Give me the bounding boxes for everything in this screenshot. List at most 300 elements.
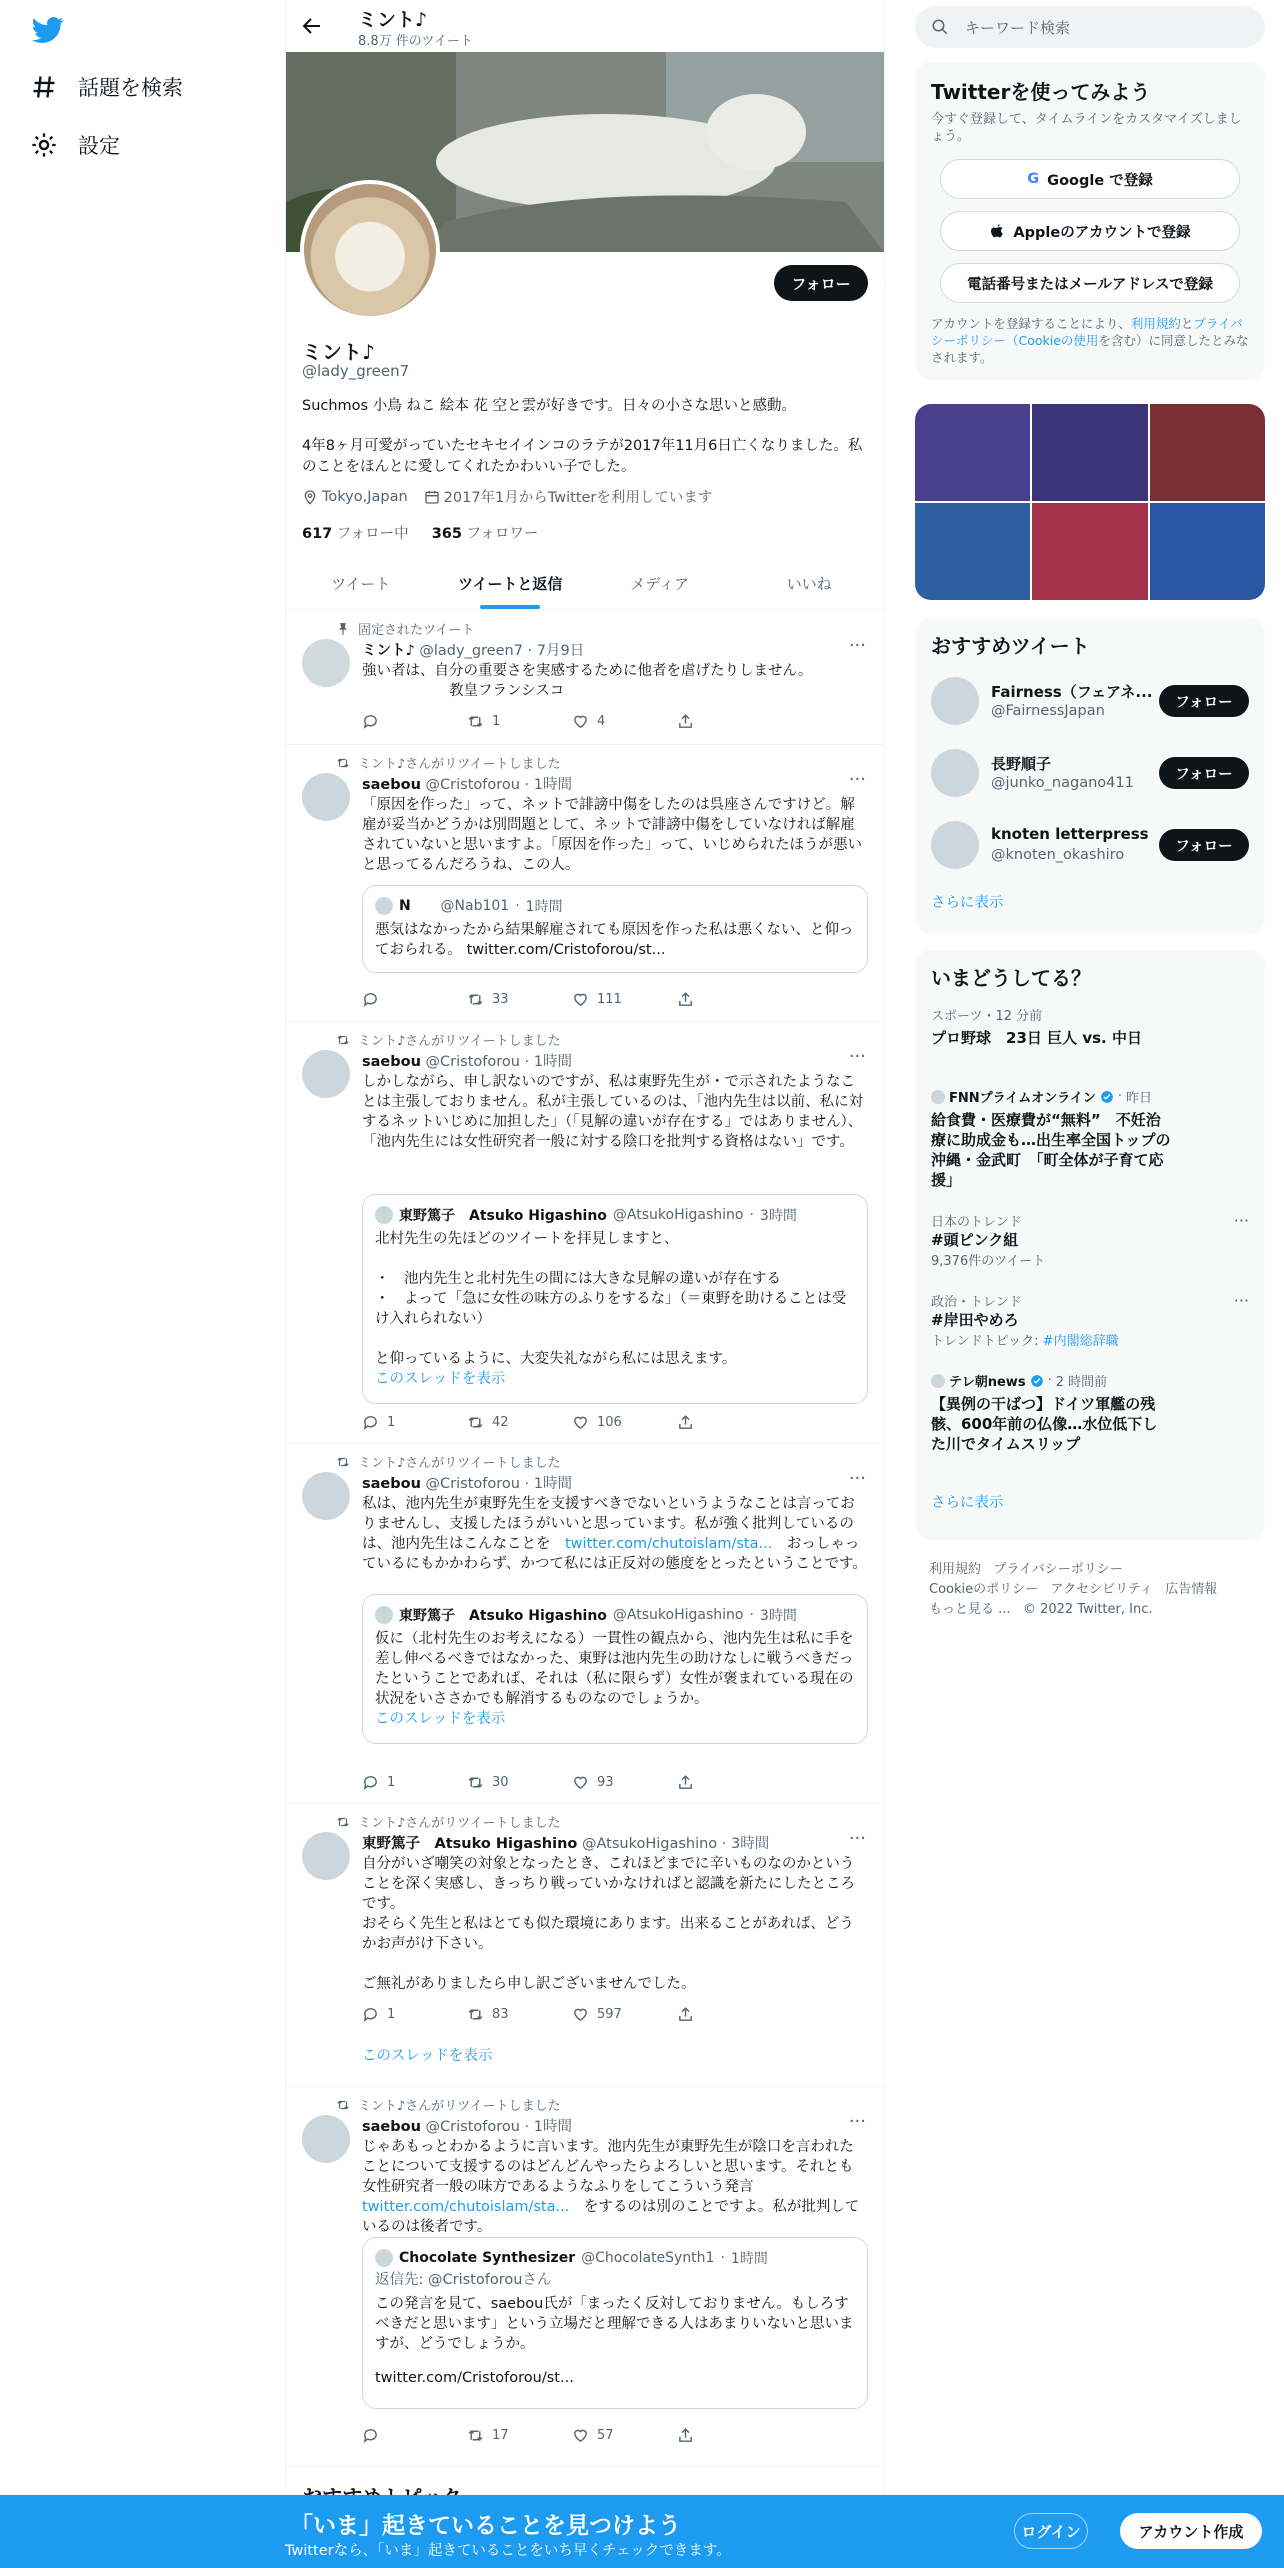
profile-header-bar <box>286 0 884 52</box>
reply-icon <box>362 2006 379 2023</box>
retweet-count: 33 <box>492 992 509 1007</box>
profile-location <box>302 489 408 505</box>
avatar[interactable] <box>931 821 979 869</box>
avatar <box>931 1374 945 1388</box>
tweet-text: 強い者は、自分の重要さを実感するために他者を虐げたりしません。 教皇フランシスコ <box>362 663 813 699</box>
quoted-tweet[interactable] <box>362 885 868 973</box>
reply-icon <box>362 991 379 1008</box>
trend-title: プロ野球 23日 巨人 vs. 中日 <box>931 1029 1142 1047</box>
tweet-text: 自分がいざ嘲笑の対象となったとき、これほどまでに辛いものなのかということを深く実感し、きっちり戦っていかなければと認識を新たにしたところです。 おそらく先生と私はとても似た環境にあります。出来ることがあれば、どうかお声がけ下さい。 ご無礼がありましたら申し訳ございませんでした。 <box>362 1856 855 1992</box>
retweet-count: 83 <box>492 2007 509 2022</box>
avatar[interactable] <box>931 677 979 725</box>
avatar <box>375 1206 393 1224</box>
quoted-author-name: 東野篤子 Atsuko Higashino <box>399 1208 607 1224</box>
quoted-time: 3時間 <box>759 1608 797 1624</box>
tweet-time[interactable]: 1時間 <box>533 1476 572 1492</box>
tweet-context-text: ミント♪さんがリツイートしました <box>358 1034 561 1049</box>
trend-source-name: FNNプライムオンライン <box>949 1091 1096 1106</box>
tweet-context <box>336 1812 561 1831</box>
nav-settings-label: 設定 <box>78 134 120 158</box>
trend-item[interactable] <box>915 1087 1265 1211</box>
more-options-icon[interactable]: ··· <box>848 1828 866 1849</box>
trend-category: 日本のトレンド <box>931 1215 1022 1230</box>
following-count: 617 <box>302 526 333 542</box>
tweet-actions <box>362 713 792 730</box>
share-button[interactable] <box>677 2427 782 2444</box>
reply-icon <box>362 2427 379 2444</box>
retweet-count: 1 <box>492 714 501 729</box>
footer-link[interactable]: アクセシビリティ <box>1050 1582 1153 1597</box>
retweet-count: 17 <box>492 2428 509 2443</box>
reply-count: 1 <box>387 2007 396 2022</box>
profile-joined <box>424 486 713 507</box>
trends-card <box>915 950 1265 1540</box>
heart-icon <box>572 1774 589 1791</box>
tweet-author-name[interactable]: 東野篤子 Atsuko Higashino <box>362 1836 578 1852</box>
recommended-title: おすすめツイート <box>931 634 1090 658</box>
avatar[interactable] <box>302 639 350 687</box>
like-button[interactable] <box>572 2006 677 2023</box>
retweet-icon <box>336 756 350 770</box>
trend-time: 昨日 <box>1126 1091 1153 1106</box>
trend-item[interactable] <box>915 1211 1265 1291</box>
tweet-context-text: ミント♪さんがリツイートしました <box>358 1456 561 1471</box>
signup-title: Twitterを使ってみよう <box>931 80 1151 104</box>
retweet-icon <box>467 2006 484 2023</box>
avatar[interactable] <box>302 2115 350 2163</box>
tweet-author-handle[interactable]: @Cristoforou <box>425 777 520 793</box>
retweet-button[interactable] <box>467 1774 572 1791</box>
following-label: フォロー中 <box>336 526 409 542</box>
tweet[interactable] <box>286 745 884 1022</box>
avatar <box>375 1606 393 1624</box>
tweet-actions <box>362 991 792 1008</box>
more-options-icon[interactable]: ··· <box>1233 1211 1249 1230</box>
heart-icon <box>572 713 589 730</box>
hashtag-icon <box>30 73 58 101</box>
quoted-text: この発言を見て、saebou氏が「まったく反対しておりません。もしろすべきだと思います」という立場だと理解できる人はあまりいないと思いますが、どうでしょうか。 <box>375 2296 854 2352</box>
recommended-user[interactable] <box>915 665 1265 737</box>
trend-topic-label: トレンドトピック: <box>931 1334 1043 1349</box>
copyright: © 2022 Twitter, Inc. <box>1022 1602 1153 1617</box>
retweet-icon <box>336 2098 350 2112</box>
retweet-icon <box>336 1033 350 1047</box>
tweet-time[interactable]: 7月9日 <box>536 643 585 659</box>
google-signup-button[interactable] <box>940 159 1240 199</box>
reply-button[interactable] <box>362 1414 467 1431</box>
avatar[interactable] <box>302 773 350 821</box>
like-count: 4 <box>597 714 606 729</box>
more-options-icon[interactable]: ··· <box>1233 1291 1249 1310</box>
recommended-user-handle: @knoten_okashiro <box>991 847 1125 863</box>
retweet-icon <box>467 1774 484 1791</box>
calendar-icon <box>424 489 440 505</box>
followers-label: フォロワー <box>466 526 539 542</box>
tweet-text: 「原因を作った」って、ネットで誹謗中傷をしたのは呉座さんですけど。解雇が妥当かどうかは別問題として、ネットで誹謗中傷をしていなければ解雇されていないと思いますよ。「原因を作った」って、いじめられたほうが悪いと思ってるんだろうね、この人。 <box>362 797 862 873</box>
tweet-time[interactable]: 3時間 <box>731 1836 770 1852</box>
more-options-icon[interactable]: ··· <box>848 635 866 656</box>
retweet-icon <box>467 991 484 1008</box>
quoted-link[interactable]: twitter.com/Cristoforou/st... <box>466 942 666 958</box>
quoted-tweet[interactable] <box>362 1594 868 1744</box>
tweet-context <box>336 753 561 772</box>
legal-text: アカウントを登録することにより、 <box>931 316 1131 331</box>
share-button[interactable] <box>677 991 782 1008</box>
quoted-tweet-header: N @Nab101 · 1時間 <box>375 896 855 916</box>
tweet-actions <box>362 1414 792 1431</box>
recommended-user-name: knoten letterpress <box>991 825 1149 843</box>
quoted-text: 北村先生の先ほどのツイートを拝見しますと、 ・ 池内先生と北村先生の間には大きな見解の違いが存在する ・ よって「急に女性の味方のふりをするな」（＝東野を助けることは受け入れられない） と仰っているように、大変失礼ながら私には思えます。 <box>375 1231 847 1367</box>
tab-likes[interactable]: いいね <box>786 575 832 593</box>
quoted-tweet[interactable] <box>362 1194 868 1404</box>
tab-media[interactable]: メディア <box>630 575 690 593</box>
signup-card <box>915 62 1265 380</box>
bottom-bar-title: 「いま」起きていることを見つけよう <box>290 2513 681 2539</box>
avatar <box>375 897 393 915</box>
profile-follow-counts <box>302 522 538 543</box>
search-placeholder: キーワード検索 <box>965 18 1071 37</box>
quoted-author-name: N <box>399 898 411 914</box>
privacy-link[interactable]: プライバシーポリシー（Cookieの使用 <box>931 316 1243 348</box>
quoted-tweet-header: Chocolate Synthesizer @ChocolateSynth1 · 1時間 <box>375 2248 855 2268</box>
quoted-text <box>375 920 855 960</box>
profile-joined-text: 2017年1月からTwitterを利用しています <box>443 490 713 506</box>
trend-topic <box>931 1330 1249 1349</box>
quoted-link[interactable]: twitter.com/Cristoforou/st... <box>375 2370 574 2386</box>
trend-item[interactable] <box>915 1371 1265 1487</box>
footer-link[interactable]: 広告情報 <box>1165 1582 1218 1597</box>
share-button[interactable] <box>677 1774 782 1791</box>
search-input[interactable] <box>915 6 1265 48</box>
reply-icon <box>362 713 379 730</box>
quoted-reply-to: 返信先: @Cristoforouさん <box>375 2272 552 2288</box>
tweet[interactable] <box>286 1022 884 1444</box>
quoted-time: 1時間 <box>525 899 563 915</box>
show-more-link[interactable]: さらに表示 <box>931 1495 1004 1511</box>
like-count: 93 <box>597 1775 614 1790</box>
retweet-button[interactable] <box>467 991 572 1008</box>
like-button[interactable] <box>572 2427 677 2444</box>
heart-icon <box>572 1414 589 1431</box>
nav-settings[interactable] <box>30 120 120 170</box>
share-icon <box>677 2427 694 2444</box>
reply-button[interactable] <box>362 713 467 730</box>
footer-link[interactable]: Cookieのポリシー <box>929 1582 1039 1597</box>
tweet-time[interactable]: 1時間 <box>533 777 572 793</box>
main-column <box>285 0 885 2568</box>
tweet-author-handle[interactable]: @AtsukoHigashino <box>581 1836 718 1852</box>
tweet-context <box>336 2095 561 2114</box>
like-count: 597 <box>597 2007 622 2022</box>
tweet[interactable] <box>286 1804 884 2087</box>
retweet-count: 42 <box>492 1415 509 1430</box>
phone-email-signup-button[interactable]: 電話番号またはメールアドレスで登録 <box>940 263 1240 303</box>
tweet-text <box>362 2137 868 2237</box>
quoted-time: 1時間 <box>730 2251 768 2267</box>
tweet-context <box>336 1452 561 1471</box>
trend-source-name: テレ朝news <box>949 1375 1026 1390</box>
tweet-context-text: ミント♪さんがリツイートしました <box>358 2099 561 2114</box>
reply-icon <box>362 1774 379 1791</box>
tweet-text-part: 私は、池内先生が東野先生を支援すべきでないというようなことは言っておりませんし、支援したほうがいいと思っています。私が強く批判しているのは、池内先生はこんなことを <box>362 1496 855 1552</box>
tweet-text-part: おっしゃっているにもかかわらず、かつて私には正反対の態度をとったということです。 <box>362 1536 867 1572</box>
google-signup-label: Google で登録 <box>1047 172 1153 189</box>
trend-item[interactable] <box>915 1291 1265 1371</box>
more-options-icon[interactable]: ··· <box>848 1046 866 1067</box>
pin-icon <box>336 622 350 636</box>
left-nav <box>0 0 285 2568</box>
like-count: 57 <box>597 2428 614 2443</box>
footer-more-link[interactable]: もっと見る ... <box>929 1602 1011 1617</box>
recommended-user[interactable] <box>915 809 1265 881</box>
tweet-context <box>336 1030 561 1049</box>
trend-item[interactable] <box>915 1005 1265 1087</box>
reply-icon <box>362 1414 379 1431</box>
apple-signup-label: Appleのアカウントで登録 <box>1013 224 1191 241</box>
share-button[interactable] <box>677 1414 782 1431</box>
tweet-actions <box>362 1774 792 1791</box>
recommended-card <box>915 618 1265 934</box>
retweet-count: 30 <box>492 1775 509 1790</box>
media-thumbnail[interactable] <box>1150 503 1265 600</box>
follow-button[interactable]: フォロー <box>1159 829 1249 861</box>
legal-text: を含む）に同意したとみなされます。 <box>931 333 1249 365</box>
apple-icon <box>989 223 1005 239</box>
followers-link[interactable] <box>432 526 539 542</box>
show-thread-link[interactable]: このスレッドを表示 <box>375 1711 506 1727</box>
tweet-header: ミント♪ @lady_green7 · 7月9日 <box>362 643 585 659</box>
signup-prompt-bar <box>0 2495 1284 2568</box>
avatar <box>375 2249 393 2267</box>
reply-button[interactable] <box>362 2427 467 2444</box>
quoted-tweet-header: 東野篤子 Atsuko Higashino @AtsukoHigashino · 3時間 <box>375 1205 855 1225</box>
like-button[interactable] <box>572 1414 677 1431</box>
footer-link[interactable]: 利用規約 <box>929 1562 982 1577</box>
reply-button[interactable] <box>362 1774 467 1791</box>
share-icon <box>677 1774 694 1791</box>
follow-button[interactable]: フォロー <box>1159 685 1249 717</box>
tweet-author-handle[interactable]: @lady_green7 <box>419 643 523 659</box>
tweet-actions <box>362 2006 792 2023</box>
following-link[interactable] <box>302 526 409 542</box>
tweet-context <box>336 619 474 638</box>
tweet-context-text: 固定されたツイート <box>358 623 475 638</box>
login-button[interactable]: ログイン <box>1014 2513 1088 2549</box>
tweet-text: しかしながら、申し訳ないのですが、私は東野先生が・で示されたようなことは主張しておりません。私が主張しているのは、「池内先生は以前、私に対するネットいじめに加担した」（「見解の違いが存在する」ではありません）、「池内先生には女性研究者一般に対する陰口を批判する資格はない」です。 <box>362 1074 864 1150</box>
profile-name: ミント♪ <box>302 340 375 364</box>
create-account-button[interactable]: アカウント作成 <box>1120 2513 1262 2549</box>
tweet-context-text: ミント♪さんがリツイートしました <box>358 1816 561 1831</box>
tweet[interactable] <box>286 611 884 745</box>
media-thumbnail[interactable] <box>915 503 1030 600</box>
more-options-icon[interactable]: ··· <box>848 1468 866 1489</box>
trend-title: #岸田やめろ <box>931 1311 1019 1329</box>
followers-count: 365 <box>431 526 462 542</box>
profile-avatar[interactable] <box>300 180 440 320</box>
profile-bio-line1: Suchmos 小鳥 ねこ 絵本 花 空と雲が好きです。日々の小さな思いと感動。 <box>302 398 796 414</box>
tweet-header: saebou @Cristoforou · 1時間 <box>362 1476 572 1492</box>
signup-subtitle: 今すぐ登録して、タイムラインをカスタマイズしましょう。 <box>931 112 1242 144</box>
share-icon <box>677 713 694 730</box>
tweet-header: saebou @Cristoforou · 1時間 <box>362 777 572 793</box>
media-grid <box>915 404 1265 600</box>
retweet-button[interactable] <box>467 2427 572 2444</box>
avatar[interactable] <box>302 1472 350 1520</box>
signup-legal <box>931 315 1249 366</box>
tab-tweets[interactable]: ツイート <box>331 575 391 593</box>
retweet-icon <box>336 1815 350 1829</box>
more-options-icon[interactable]: ··· <box>848 2111 866 2132</box>
show-more-link[interactable]: さらに表示 <box>931 895 1004 911</box>
quoted-author-handle: @AtsukoHigashino <box>612 1207 744 1223</box>
quoted-time: 3時間 <box>759 1208 797 1224</box>
retweet-icon <box>336 1455 350 1469</box>
tweet-text <box>362 1494 868 1574</box>
trend-topic-link[interactable]: #内閣総辞職 <box>1042 1334 1119 1349</box>
avatar[interactable] <box>931 749 979 797</box>
retweet-icon <box>467 2427 484 2444</box>
show-thread-link[interactable]: このスレッドを表示 <box>362 2048 493 2064</box>
like-count: 106 <box>597 1415 622 1430</box>
quoted-author-name: Chocolate Synthesizer <box>399 2250 576 2266</box>
recommended-user-handle: @junko_nagano411 <box>991 775 1134 791</box>
like-count: 111 <box>597 992 622 1007</box>
verified-badge-icon <box>1030 1374 1044 1388</box>
recommended-user-handle: @FairnessJapan <box>991 703 1105 719</box>
tweet-author-name[interactable]: saebou <box>362 777 421 793</box>
tweet-author-name[interactable]: saebou <box>362 1054 421 1070</box>
header-tweet-count: 8.8万 件のツイート <box>358 34 473 49</box>
tweet-context-text: ミント♪さんがリツイートしました <box>358 757 561 772</box>
retweet-icon <box>467 713 484 730</box>
recommended-user-name: Fairness（フェアネ... <box>991 683 1153 701</box>
back-arrow-icon[interactable] <box>300 14 324 38</box>
quoted-text: 仮に（北村先生のお考えになる）一貫性の観点から、池内先生は私に手を差し伸べるべきではなかった、東野は池内先生の助けなしに戦うべきだったということであれば、それは（私に限らず）女性が褒まれている現在の状況をいささかでも解消するものなのでしょうか。 <box>375 1631 854 1707</box>
quoted-author-handle: @ChocolateSynth1 <box>581 2250 715 2266</box>
tweet-actions <box>362 2427 792 2444</box>
recommended-user-name: 長野順子 <box>991 755 1052 773</box>
quoted-tweet[interactable] <box>362 2237 868 2409</box>
trend-category: 政治・トレンド <box>931 1295 1022 1310</box>
profile-location-text: Tokyo,Japan <box>322 488 408 505</box>
profile-tabs <box>286 558 884 610</box>
recommended-user[interactable] <box>915 737 1265 809</box>
tweet-text-part: じゃあもっとわかるように言います。池内先生が東野先生が陰口を言われたことについて支援するのはどんどんやったらよろしいと思います。それとも女性研究者一般の味方であるようなふりをしてこういう発言 <box>362 2139 854 2195</box>
reply-button[interactable] <box>362 2006 467 2023</box>
retweet-icon <box>467 1414 484 1431</box>
footer-link[interactable]: プライバシーポリシー <box>993 1562 1123 1577</box>
tab-tweets-and-replies[interactable]: ツイートと返信 <box>436 558 586 609</box>
tweet[interactable] <box>286 1444 884 1804</box>
tweet-time[interactable]: 1時間 <box>533 1054 572 1070</box>
tweet-author-handle[interactable]: @Cristoforou <box>425 1054 520 1070</box>
nav-explore[interactable] <box>30 62 183 112</box>
tweet-author-handle[interactable]: @Cristoforou <box>425 1476 520 1492</box>
tweet-author-name[interactable]: saebou <box>362 1476 421 1492</box>
trend-tweet-count: 9,376件のツイート <box>931 1254 1046 1269</box>
tweet-link[interactable]: twitter.com/chutoislam/sta... <box>362 2199 570 2215</box>
heart-icon <box>572 2427 589 2444</box>
quoted-tweet-header: 東野篤子 Atsuko Higashino @AtsukoHigashino · 3時間 <box>375 1605 855 1625</box>
share-icon <box>677 2006 694 2023</box>
trends-title: いまどうしてる？ <box>931 966 1091 990</box>
reply-count: 1 <box>387 1415 396 1430</box>
tweet-header: saebou @Cristoforou · 1時間 <box>362 1054 572 1070</box>
trend-source: テレ朝news · 2 時間前 <box>931 1371 1249 1390</box>
bottom-bar-subtitle: Twitterなら、「いま」起きていることをいち早くチェックできます。 <box>285 2543 731 2559</box>
like-button[interactable] <box>572 713 677 730</box>
media-thumbnail[interactable] <box>915 404 1030 501</box>
tweet-header: saebou @Cristoforou · 1時間 <box>362 2119 572 2135</box>
retweet-button[interactable] <box>467 2006 572 2023</box>
reply-button[interactable] <box>362 991 467 1008</box>
tweet-header: 東野篤子 Atsuko Higashino @AtsukoHigashino · 3時間 <box>362 1836 770 1852</box>
avatar <box>931 1090 945 1104</box>
tweet-link[interactable]: twitter.com/chutoislam/sta... <box>565 1536 773 1552</box>
follow-button[interactable]: フォロー <box>1159 757 1249 789</box>
apple-signup-button[interactable] <box>940 211 1240 251</box>
google-icon: G <box>1027 171 1040 187</box>
footer <box>929 1560 1249 1620</box>
twitter-logo-icon[interactable] <box>32 14 64 46</box>
nav-explore-label: 話題を検索 <box>78 76 183 100</box>
profile-handle: @lady_green7 <box>302 362 410 380</box>
heart-icon <box>572 2006 589 2023</box>
profile-meta <box>302 486 712 507</box>
like-button[interactable] <box>572 991 677 1008</box>
tweet-text-part: をするのは別のことですよ。私が批判しているのは後者です。 <box>362 2199 860 2235</box>
share-button[interactable] <box>677 713 782 730</box>
like-button[interactable] <box>572 1774 677 1791</box>
tweet-author-name[interactable]: ミント♪ <box>362 643 415 659</box>
quoted-author-handle: @AtsukoHigashino <box>612 1607 744 1623</box>
search-icon <box>931 18 949 36</box>
tweet[interactable] <box>286 2087 884 2467</box>
trend-title: 【異例の干ばつ】ドイツ軍艦の残骸、600年前の仏像…水位低下した川でタイムスリップ <box>931 1395 1158 1453</box>
gear-icon <box>30 131 58 159</box>
profile-bio-line2: 4年8ヶ月可愛がっていたセキセイインコのラテが2017年11月6日亡くなりました。私のことをほんとに愛してくれたかわいい子でした。 <box>302 438 863 475</box>
tweet-feed <box>286 611 884 2507</box>
trend-title: 給食費・医療費が“無料” 不妊治療に助成金も…出生率全国トップの沖縄・金武町 「町全体が子育て応援」 <box>931 1111 1171 1189</box>
retweet-button[interactable] <box>467 713 572 730</box>
media-thumbnail[interactable] <box>1032 503 1147 600</box>
avatar[interactable] <box>302 1832 350 1880</box>
share-button[interactable] <box>677 2006 782 2023</box>
quoted-body: 悪気はなかったから結果解雇されても原因を作った私は悪くない、と仰っておられる。 <box>375 922 854 958</box>
tweet-author-handle[interactable]: @Cristoforou <box>425 2119 520 2135</box>
tweet-time[interactable]: 1時間 <box>533 2119 572 2135</box>
more-options-icon[interactable]: ··· <box>848 769 866 790</box>
share-icon <box>677 991 694 1008</box>
avatar[interactable] <box>302 1050 350 1098</box>
reply-count: 1 <box>387 1775 396 1790</box>
retweet-button[interactable] <box>467 1414 572 1431</box>
media-thumbnail[interactable] <box>1150 404 1265 501</box>
show-thread-link[interactable]: このスレッドを表示 <box>375 1371 506 1387</box>
heart-icon <box>572 991 589 1008</box>
trend-title: #頭ピンク組 <box>931 1231 1019 1249</box>
media-thumbnail[interactable] <box>1032 404 1147 501</box>
share-icon <box>677 1414 694 1431</box>
location-pin-icon <box>302 489 318 505</box>
quoted-author-name: 東野篤子 Atsuko Higashino <box>399 1608 607 1624</box>
trend-category: スポーツ・12 分前 <box>931 1009 1043 1024</box>
trend-time: 2 時間前 <box>1055 1375 1108 1390</box>
terms-link[interactable]: 利用規約 <box>1130 316 1181 331</box>
follow-button[interactable]: フォロー <box>774 265 868 301</box>
trend-source: FNNプライムオンライン · 昨日 <box>931 1087 1249 1106</box>
tweet-author-name[interactable]: saebou <box>362 2119 421 2135</box>
